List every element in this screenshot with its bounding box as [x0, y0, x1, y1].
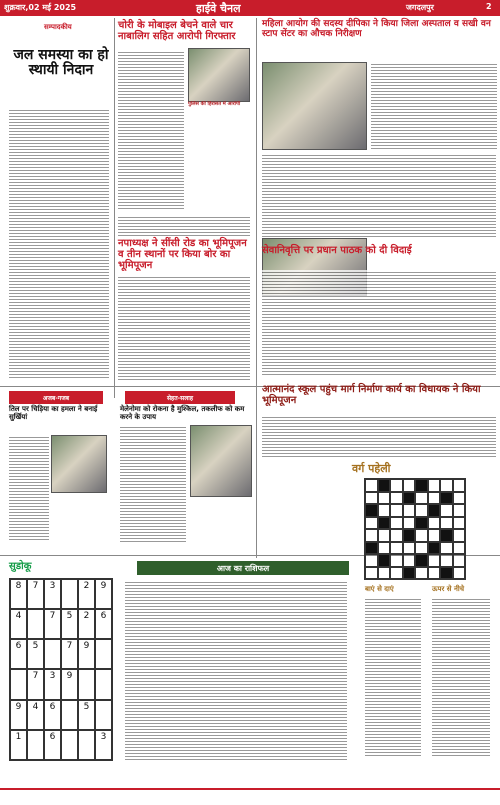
women-photo-1	[262, 62, 367, 150]
editorial-headline: जल समस्या का हो स्थायी निदान	[13, 47, 109, 79]
middle-body	[118, 275, 250, 380]
arrest-photo	[188, 48, 250, 102]
crossword-down-title: ऊपर से नीचे	[432, 585, 465, 593]
health-headline: मेलेनोमा को रोकना है मुश्किल, तकलीफ को कम करने के उपाय	[120, 405, 245, 421]
sudoku-grid[interactable]: 8 7 3 2 9 4 7 5 2 6 6 5 7 9 7 3 9 9 4 6 5 1 6 3	[9, 578, 113, 761]
crossword-across-clues	[365, 597, 421, 757]
health-photo	[190, 425, 252, 497]
road-body	[262, 415, 496, 458]
strange-headline: तिल पर चिड़िया का हमला ने बनाई सुर्खियां	[9, 405, 98, 421]
crossword-across-title: बाएं से दाएं	[365, 585, 394, 593]
strange-photo	[51, 435, 107, 493]
strange-label: अजब-गजब	[9, 391, 103, 404]
horoscope-title: आज का राशिफल	[137, 561, 349, 575]
road-headline: आत्मानंद स्कूल पहुंच मार्ग निर्माण कार्य का विधायक ने किया भूमिपूजन	[262, 384, 481, 406]
page-number: 2	[486, 2, 492, 11]
arrest-headline: चोरी के मोबाइल बेचने वाले चार नाबालिग सहित आरोपी गिरफ्तार	[118, 20, 236, 42]
health-label: सेहत-सलाह	[125, 391, 235, 404]
middle-headline: नपाध्यक्ष ने सींसी रोड का भूमिपूजन व तीन स्थानों पर किया बोर का भूमिपूजन	[118, 238, 247, 271]
strange-body	[9, 435, 49, 540]
city-name: जगदलपुर	[406, 3, 434, 12]
arrest-body-left	[118, 50, 184, 210]
sudoku-title: सुडोकू	[9, 561, 32, 572]
arrest-caption: पुलिस की हिरासत में आरोपी	[188, 101, 241, 107]
health-body	[120, 425, 186, 543]
crossword-title: वर्ग पहेली	[352, 462, 391, 475]
editorial-label: सम्पादकीय	[44, 23, 72, 31]
crossword-grid[interactable]	[364, 478, 466, 580]
farewell-headline: सेवानिवृत्ति पर प्रधान पाठक को दी विदाई	[262, 245, 412, 256]
issue-date: शुक्रवार,02 मई 2025	[4, 3, 77, 12]
horoscope-body	[125, 580, 347, 760]
masthead	[0, 0, 500, 16]
arrest-body-bottom	[118, 215, 250, 237]
women-body-bottom	[262, 153, 496, 238]
women-body-right	[371, 62, 497, 150]
farewell-body	[262, 270, 496, 375]
crossword-down-clues	[432, 597, 490, 757]
women-headline: महिला आयोग की सदस्य दीपिका ने किया जिला अस्पताल व सखी वन स्टाप सेंटर का औचक निरीक्षण	[262, 19, 491, 39]
paper-name: हाईवे चैनल	[196, 2, 241, 15]
editorial-body	[9, 108, 109, 378]
